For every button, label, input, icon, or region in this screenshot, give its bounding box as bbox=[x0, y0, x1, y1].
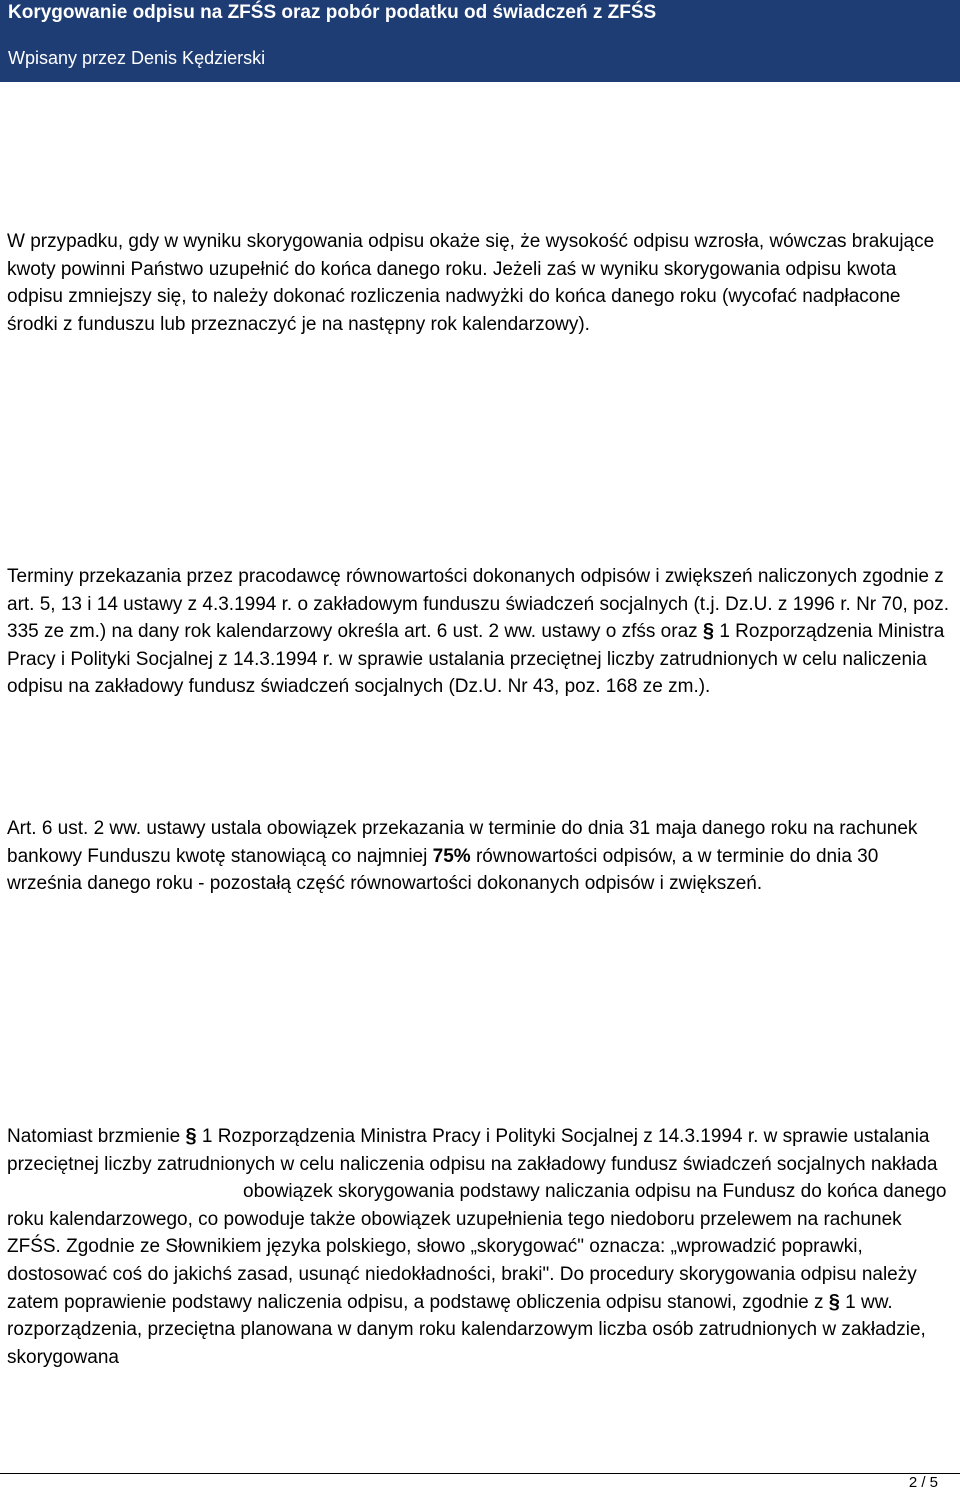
percentage-highlight: 75% bbox=[432, 845, 471, 867]
paragraph-correction bbox=[7, 228, 953, 338]
paragraph-text: W przypadku, gdy w wyniku skorygowania odpisu okaże się, że wysokość odpisu wzrosła, wówczas brakujące kwoty powinni Państwo uzupełnić do końca danego roku. Jeżeli zaś w wyniku skorygowania odpisu kwota odpisu zmniejszy się, to należy dokonać rozliczenia nadwyżki do końca danego roku (wycofać nadpłacone środki z funduszu lub przeznaczyć je na następny rok kalendarzowy). bbox=[7, 231, 935, 335]
paragraph-text: 1 Rozporządzenia Ministra Pracy i Polityki Socjalnej z 14.3.1994 r. w sprawie ustalania przeciętnej liczby zatrudnionych w celu naliczenia odpisu na zakładowy fundusz świadczeń socjalnych (Dz.U. Nr 43, poz. 168 ze zm.). bbox=[7, 621, 945, 698]
document-header bbox=[0, 0, 960, 82]
paragraph-article-6 bbox=[7, 815, 953, 898]
footer-divider bbox=[0, 1473, 960, 1474]
document-author: Wpisany przez Denis Kędzierski bbox=[8, 48, 266, 68]
paragraph-text: obowiązek skorygowania podstawy naliczania odpisu na Fundusz do końca danego roku kalendarzowego, co powoduje także obowiązek uzupełnienia tego niedoboru przelewem na rachunek ZFŚS. Zgodnie ze Słownikiem języka polskiego, słowo „skorygować" oznacza: „wprowadzić poprawki, dostosować coś do jakichś zasad, usunąć niedokładności, braki". Do procedury skorygowania odpisu należy zatem poprawienie podstawy naliczenia odpisu, a podstawę obliczenia odpisu stanowi, zgodnie z bbox=[7, 1181, 947, 1313]
section-symbol-icon: § bbox=[185, 1125, 197, 1147]
paragraph-text: 1 Rozporządzenia Ministra Pracy i Polityki Socjalnej z 14.3.1994 r. w sprawie ustalania przeciętnej liczby zatrudnionych w celu naliczenia odpisu na zakładowy fundusz świadczeń socjalnych nakłada bbox=[7, 1126, 938, 1175]
paragraph-text: 1 ww. rozporządzenia, przeciętna planowana w danym roku kalendarzowym liczba osób zatrudnionych w zakładzie, skorygowana bbox=[7, 1291, 926, 1368]
page-number: 2 / 5 bbox=[908, 1474, 938, 1491]
paragraph-text: Natomiast brzmienie bbox=[7, 1126, 181, 1147]
document-title: Korygowanie odpisu na ZFŚS oraz pobór podatku od świadczeń z ZFŚS bbox=[8, 2, 657, 23]
section-symbol-icon: § bbox=[702, 620, 715, 643]
paragraph-text: równowartości odpisów, a w terminie do dnia 30 września danego roku - pozostałą część równowartości dokonanych odpisów i zwiększeń. bbox=[7, 845, 879, 895]
section-symbol-icon: § bbox=[828, 1290, 840, 1313]
paragraph-deadlines bbox=[7, 563, 953, 701]
paragraph-text: Terminy przekazania przez pracodawcę równowartości dokonanych odpisów i zwiększeń naliczonych zgodnie z art. 5, 13 i 14 ustawy z 4.3.1994 r. o zakładowym funduszu świadczeń socjalnych (t.j. Dz.U. z 1996 r. Nr 70, poz. 335 ze zm.) na dany rok kalendarzowy określa art. 6 ust. 2 ww. ustawy o zfśs oraz bbox=[7, 566, 950, 643]
paragraph-text: Art. 6 ust. 2 ww. ustawy ustala obowiązek przekazania w terminie do dnia 31 maja danego roku na rachunek bankowy Funduszu kwotę stanowiącą co najmniej bbox=[7, 818, 918, 867]
paragraph-regulation bbox=[7, 1123, 953, 1371]
